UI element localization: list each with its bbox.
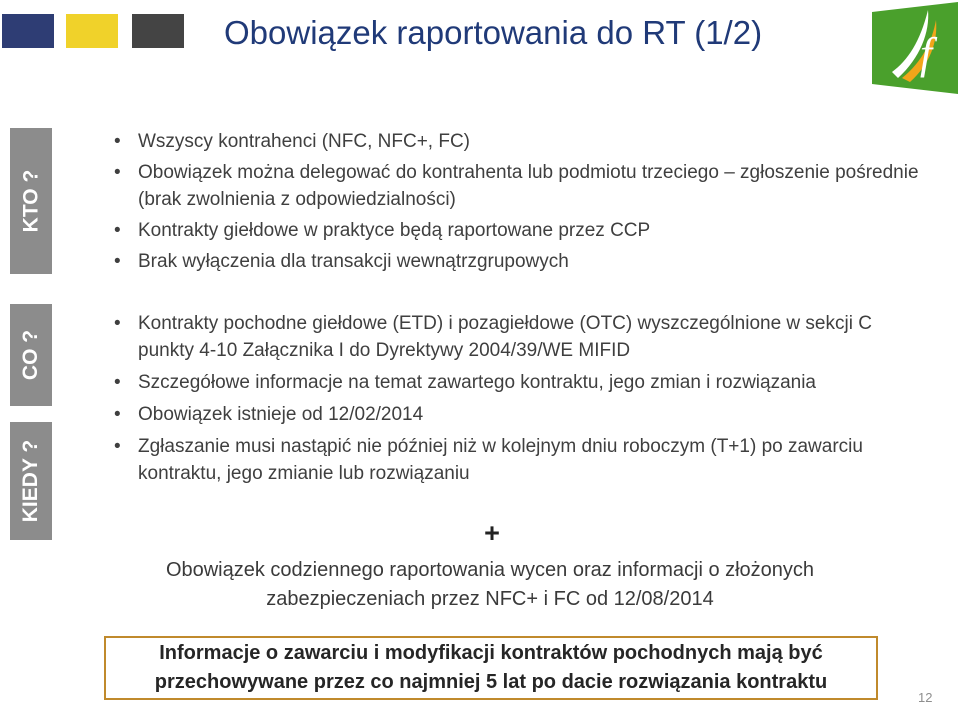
retention-note-text: Informacje o zawarciu i modyfikacji kontraktów pochodnych mają być przechowywane przez co najmniej 5 lat po dacie rozwiązania kontraktu bbox=[154, 642, 828, 693]
side-label-kiedy-text: KIEDY ? bbox=[19, 439, 42, 523]
page-number: 12 bbox=[918, 690, 933, 705]
side-label-co-text: CO ? bbox=[19, 329, 43, 381]
decor-square-gray bbox=[132, 14, 184, 48]
side-label-kiedy bbox=[10, 422, 52, 540]
plus-sign: + bbox=[484, 518, 500, 548]
kto-bullet-list bbox=[112, 128, 924, 279]
co-bullet: • Szczegółowe informacje na temat zawartego kontraktu, jego zmian i rozwiązania bbox=[112, 369, 924, 396]
kto-bullet: • Brak wyłączenia dla transakcji wewnątrzgrupowych bbox=[112, 248, 924, 275]
side-label-kto bbox=[10, 128, 52, 274]
co-bullet: • Kontrakty pochodne giełdowe (ETD) i pozagiełdowe (OTC) wyszczególnione w sekcji C punkty 4-10 Załącznika I do Dyrektywy 2004/39/WE MIFID bbox=[112, 310, 924, 364]
slide-title: Obowiązek raportowania do RT (1/2) bbox=[224, 14, 763, 51]
kiedy-bullet: • Obowiązek istnieje od 12/02/2014 bbox=[112, 401, 924, 428]
extra-obligation-text: Obowiązek codziennego raportowania wycen oraz informacji o złożonych zabezpieczeniach przez NFC+ i FC od 12/08/2014 bbox=[165, 559, 815, 610]
side-label-kto-text: KTO ? bbox=[19, 169, 42, 233]
kiedy-bullet: • Zgłaszanie musi nastąpić nie później niż w kolejnym dniu roboczym (T+1) po zawarciu kontraktu, jego zmianie lub rozwiązaniu bbox=[112, 433, 924, 487]
kto-bullet: • Wszyscy kontrahenci (NFC, NFC+, FC) bbox=[112, 128, 924, 155]
retention-note-box bbox=[104, 636, 878, 700]
co-kiedy-bullet-list bbox=[112, 310, 924, 492]
kto-bullet: • Obowiązek można delegować do kontrahenta lub podmiotu trzeciego – zgłoszenie pośrednie (brak zwolnienia z odpowiedzialności) bbox=[112, 159, 924, 213]
company-logo bbox=[872, 2, 958, 94]
kto-bullet: • Kontrakty giełdowe w praktyce będą raportowane przez CCP bbox=[112, 217, 924, 244]
side-label-co bbox=[10, 304, 52, 406]
decor-square-navy bbox=[2, 14, 54, 48]
decor-square-yellow bbox=[66, 14, 118, 48]
logo-letter: f bbox=[920, 29, 933, 78]
